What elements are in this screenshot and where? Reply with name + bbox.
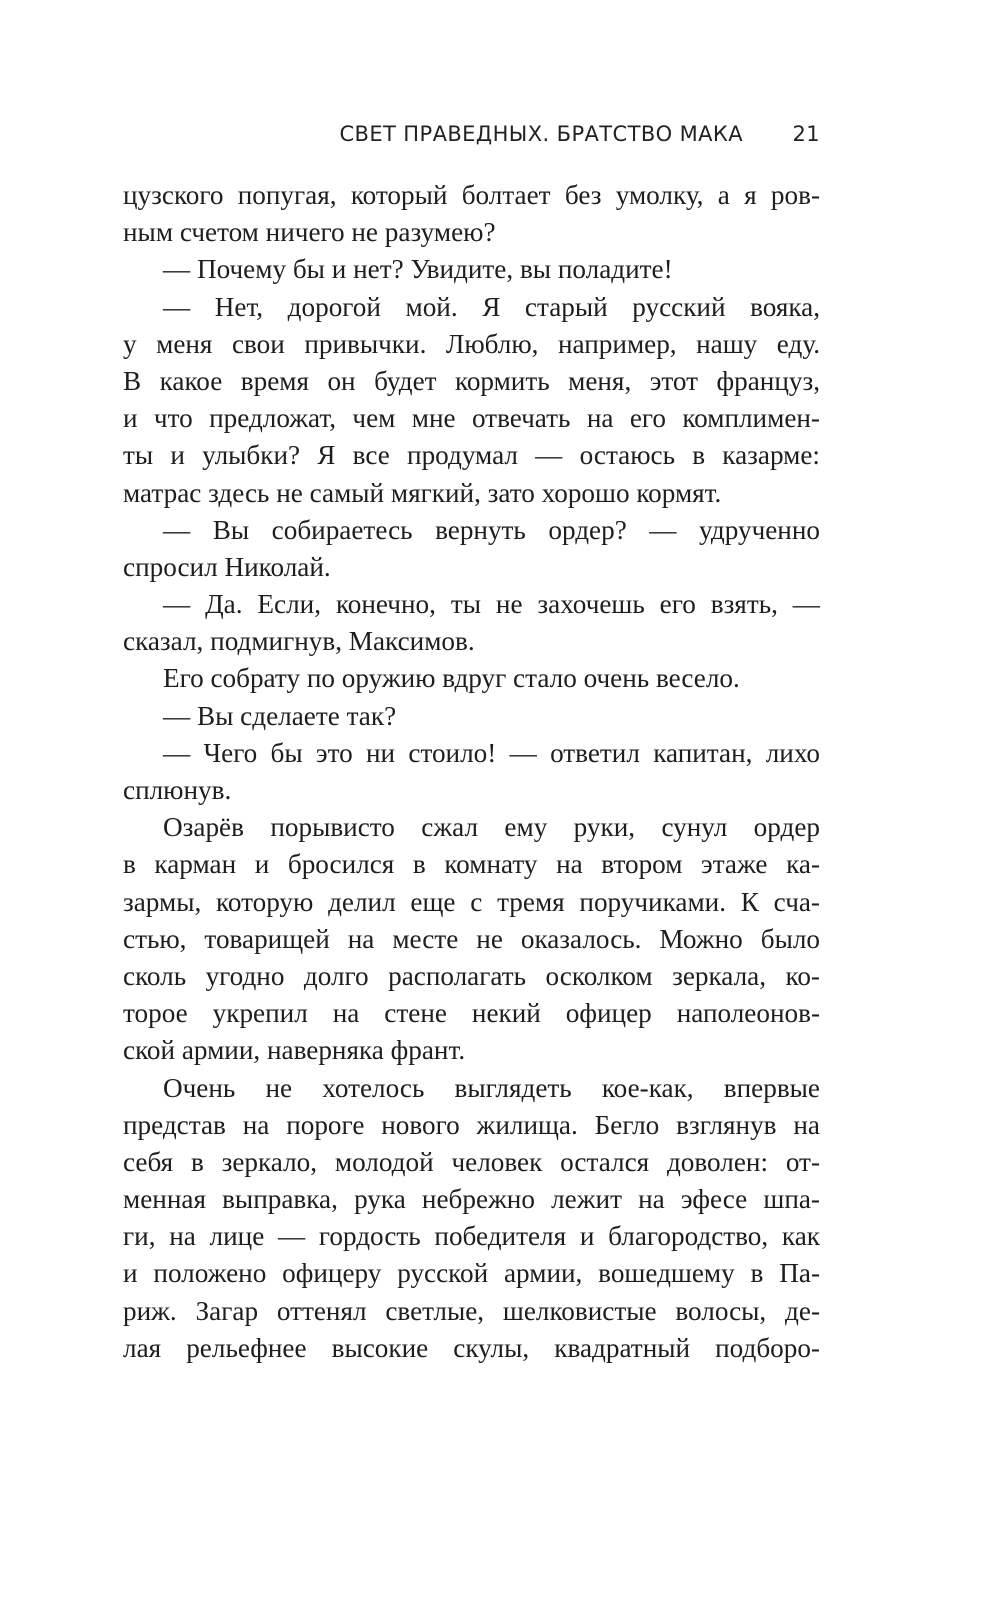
running-head [123, 118, 820, 154]
text-line: Очень не хотелось выглядеть кое-как, впервые [163, 1072, 820, 1103]
text-line: стью, товарищей на месте не оказалось. Можно было [123, 923, 820, 954]
text-line: сплюнув. [123, 775, 232, 805]
text-line: сколь угодно долго располагать осколком зеркала, ко- [123, 960, 820, 991]
text-line: — Вы сделаете так? [163, 700, 397, 731]
text-line: — Нет, дорогой мой. Я старый русский вояка, [163, 291, 820, 322]
text-line: представ на пороге нового жилища. Бегло взглянув на [123, 1109, 820, 1140]
text-line: Озарёв порывисто сжал ему руки, сунул ордер [163, 812, 820, 843]
text-line: себя в зеркало, молодой человек остался доволен: от- [123, 1146, 820, 1177]
text-line: лая рельефнее высокие скулы, квадратный подборо- [123, 1332, 820, 1363]
text-line: ты и улыбки? Я все продумал — остаюсь в казарме: [123, 440, 820, 471]
text-line: ской армии, наверняка франт. [123, 1035, 466, 1066]
text-line: ным счетом ничего не разумею? [123, 217, 496, 248]
text-line: цузского попугая, который болтает без умолку, а я ров- [123, 180, 820, 210]
text-line: и что предложат, чем мне отвечать на его комплимен- [123, 403, 820, 434]
text-line: матрас здесь не самый мягкий, зато хорошо кормят. [123, 477, 722, 508]
page-number: 21 [792, 122, 820, 146]
text-line: В какое время он будет кормить меня, этот француз, [123, 365, 820, 396]
text-line: ги, на лице — гордость победителя и благородство, как [123, 1221, 820, 1252]
text-line: — Да. Если, конечно, ты не захочешь его взять, — [163, 589, 820, 620]
text-line: — Почему бы и нет? Увидите, вы поладите! [163, 254, 673, 285]
running-title: СВЕТ ПРАВЕДНЫХ. БРАТСТВО МАКА [339, 122, 743, 146]
text-line: торое укрепил на стене некий офицер наполеонов- [123, 998, 820, 1029]
text-line: Его собрату по оружию вдруг стало очень весело. [163, 663, 740, 694]
text-line: менная выправка, рука небрежно лежит на эфесе шпа- [123, 1184, 820, 1215]
text-line: сказал, подмигнув, Максимов. [123, 626, 475, 657]
text-line: — Чего бы это ни стоило! — ответил капитан, лихо [163, 737, 820, 768]
text-line: зармы, которую делил еще с тремя поручиками. К сча- [123, 886, 820, 917]
text-line: риж. Загар оттенял светлые, шелковистые волосы, де- [123, 1295, 820, 1326]
text-line: в карман и бросился в комнату на втором этаже ка- [123, 849, 820, 880]
text-line: спросил Николай. [123, 551, 331, 582]
text-line: и положено офицеру русской армии, вошедшему в Па- [123, 1258, 820, 1289]
body-text [123, 177, 820, 1367]
text-line: — Вы собираетесь вернуть ордер? — удрученно [163, 514, 820, 545]
text-line: у меня свои привычки. Люблю, например, нашу еду. [123, 328, 820, 359]
